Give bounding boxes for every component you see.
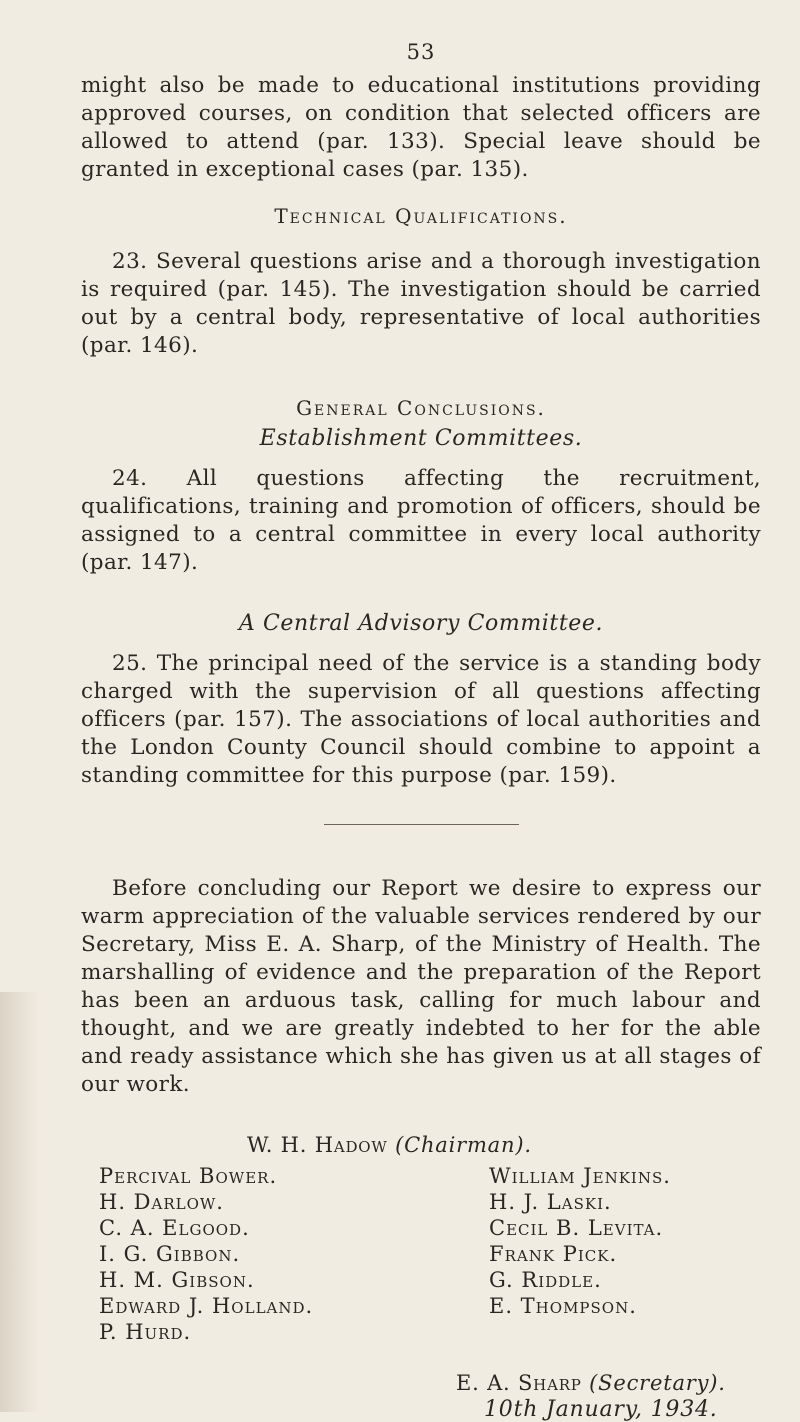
subheading-establishment-committees: Establishment Committees. [259,426,583,451]
signatory-right [489,1319,779,1345]
signatory-left: P. Hurd. [99,1320,192,1344]
continued-paragraph: might also be made to educational institutions providing approved courses, on condition that selected officers are allowed to attend (par. 133). Special leave should be granted in exceptional cases (par. 135). [81,73,761,182]
signatory-right: William Jenkins. [489,1164,671,1188]
heading-technical-qualifications: Technical Qualifications. [274,204,568,228]
page-content [81,40,761,1422]
chairman-name: W. H. Hadow [247,1133,388,1157]
paragraph-text: Several questions arise and a thorough investigation is required (par. 145). The investigation should be carried out by a central body, representative of local authorities (par. 146). [81,249,761,358]
signatory-left: C. A. Elgood. [99,1216,250,1240]
signatory-right: E. Thompson. [489,1294,637,1318]
paragraph-number: 24. [112,466,148,491]
paragraph-23 [81,248,761,360]
paragraph-24 [81,465,761,577]
signatory-left: Edward J. Holland. [99,1294,314,1318]
signatory-right: Frank Pick. [489,1242,618,1266]
paragraph-text: The principal need of the service is a standing body charged with the supervision of all questions affecting officers (par. 157). The associations of local authorities and the London County Council should combine to appoint a standing committee for this purpose (par. 159). [81,651,761,788]
chairman-signature [81,1133,761,1157]
signatory-left: H. M. Gibson. [99,1268,255,1292]
signatory-right: G. Riddle. [489,1268,602,1292]
signatory-right: Cecil B. Levita. [489,1216,664,1240]
page-number: 53 [406,40,436,64]
paragraph-number: 25. [112,651,148,676]
signatory-left: H. Darlow. [99,1190,224,1214]
paragraph-number: 23. [112,249,148,274]
secretary-role: (Secretary). [589,1371,726,1395]
signatory-right: H. J. Laski. [489,1190,612,1214]
closing-paragraph: Before concluding our Report we desire to express our warm appreciation of the valuable services rendered by our Secretary, Miss E. A. Sharp, of the Ministry of Health. The marshalling of evidence and the preparation of the Report has been an arduous task, calling for much labour and thought, and we are greatly indebted to her for the able and ready assistance which she has given us at all stages of our work. [81,876,761,1097]
signatory-left: Percival Bower. [99,1164,278,1188]
chairman-role: (Chairman). [395,1133,532,1157]
signatories-list [81,1163,761,1345]
paragraph-text: All questions affecting the recruitment, qualifications, training and promotion of officers, should be assigned to a central committee in every local authority (par. 147). [81,466,761,575]
secretary-signature [81,1371,761,1395]
secretary-name: E. A. Sharp [456,1371,582,1395]
paragraph-25 [81,650,761,790]
report-date: 10th January, 1934. [484,1397,718,1422]
page-edge-shadow [0,992,40,1412]
heading-general-conclusions: General Conclusions. [296,396,546,420]
signatory-left: I. G. Gibbon. [99,1242,241,1266]
subheading-central-advisory-committee: A Central Advisory Committee. [238,611,604,636]
